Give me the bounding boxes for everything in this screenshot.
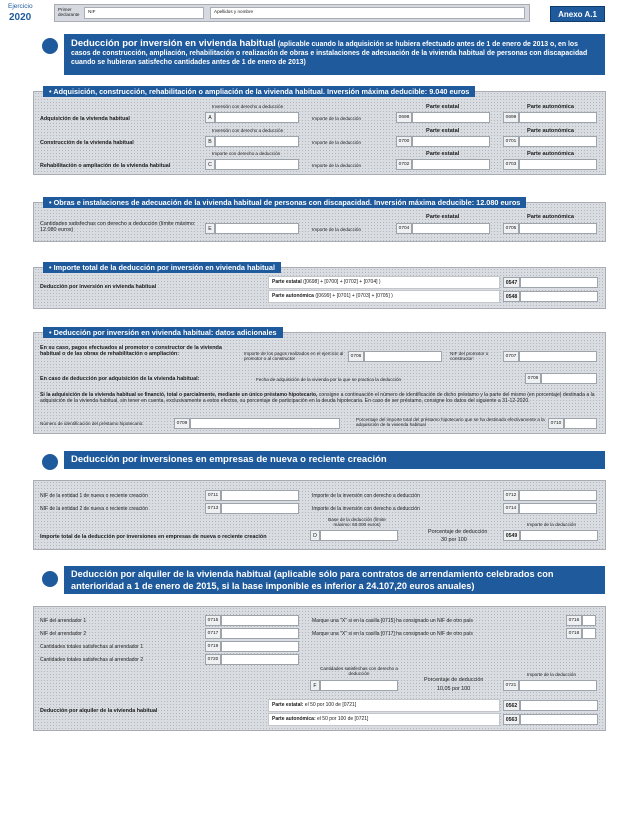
section-2-header <box>64 451 605 469</box>
code-0709: 0709 <box>174 418 190 429</box>
nif-arrendador-2-label: NIF del arrendador 2 <box>40 631 87 637</box>
inversion-1-label: Importe de la inversión con derecho a deducción <box>312 493 420 499</box>
inversion-b-input[interactable] <box>215 136 299 147</box>
input-0706[interactable] <box>364 351 442 362</box>
inversion-c-input[interactable] <box>215 159 299 170</box>
row-label: Construcción de la vivienda habitual <box>40 140 134 146</box>
code-0719: 0719 <box>205 641 221 652</box>
importe-label: Importe de la deducción <box>527 522 577 527</box>
checkbox-0716[interactable] <box>582 615 596 626</box>
autonomica-formula: ([0699] + [0701] + [0703] + [0705] ) <box>315 293 393 299</box>
code-0563: 0563 <box>503 714 520 725</box>
year: 2020 <box>9 12 32 23</box>
col-head: Importe con derecho a deducción <box>212 151 281 156</box>
code-0711: 0711 <box>205 490 221 501</box>
letter-f: F <box>310 680 320 691</box>
nif-entidad-1-label: NIF de la entidad 1 de nueva o reciente creación <box>40 493 148 499</box>
cantidades-e-input[interactable] <box>215 223 299 234</box>
bullet-icon: • <box>49 263 54 272</box>
panel-datos-adicionales-title <box>43 327 283 338</box>
input-0548[interactable] <box>520 291 598 302</box>
total-empresas-label: Importe total de la deducción por inversiones en empresas de nueva o reciente creación <box>40 534 267 540</box>
cantidades-f-input[interactable] <box>320 680 398 691</box>
prestamo-note <box>40 392 600 404</box>
input-0709[interactable] <box>190 418 340 429</box>
base-label: Base de la deducción (límite máximo: 60.000 euros) <box>328 517 386 528</box>
panel-adquisicion-title <box>43 86 475 97</box>
estatal-text <box>272 703 356 709</box>
col-head: Inversión con derecho a deducción <box>212 128 284 133</box>
row-label: Rehabilitación o ampliación de la vivienda habitual <box>40 163 171 169</box>
nif-promotor-label: NIF del promotor o constructor: <box>450 351 489 362</box>
code-0699: 0699 <box>503 112 519 123</box>
input-0715[interactable] <box>221 615 299 626</box>
code-0705: 0705 <box>503 223 519 234</box>
input-0700[interactable] <box>412 136 490 147</box>
cantidades-2-label: Cantidades totales satisfechas al arrendador 2 <box>40 657 144 663</box>
input-0712[interactable] <box>519 490 597 501</box>
code-0712: 0712 <box>503 490 519 501</box>
estatal-word: Parte estatal: <box>272 702 304 708</box>
importe-label: Importe de la deducción <box>312 163 362 168</box>
code-0547: 0547 <box>503 277 520 288</box>
porcentaje-label: Porcentaje de deducción <box>424 677 484 683</box>
bullet-icon: • <box>49 328 54 337</box>
nif-label: NIF <box>88 9 96 14</box>
estatal-head: Parte estatal <box>426 128 460 134</box>
code-0706: 0706 <box>348 351 364 362</box>
input-0708[interactable] <box>541 373 597 384</box>
estatal-head: Parte estatal <box>426 151 460 157</box>
autonomica-formula: el 50 por 100 de [0721] <box>317 716 369 722</box>
input-0703[interactable] <box>519 159 597 170</box>
letter-d: D <box>310 530 320 541</box>
code-0702: 0702 <box>396 159 412 170</box>
code-0707: 0707 <box>503 351 519 362</box>
code-0710: 0710 <box>548 418 564 429</box>
autonomica-head: Parte autonómica <box>527 104 574 110</box>
code-0714: 0714 <box>503 503 519 514</box>
cantidades-1-label: Cantidades totales satisfechas al arrendador 1 <box>40 644 144 650</box>
input-0713[interactable] <box>221 503 299 514</box>
panel-adquisicion-title-text: Adquisición, construcción, rehabilitación o ampliación de la vivienda habitual. Inversión máxima deducible: 9.040 euros <box>53 87 470 96</box>
checkbox-0718[interactable] <box>582 628 596 639</box>
bullet-icon: • <box>49 198 54 207</box>
input-0563[interactable] <box>520 714 598 725</box>
nif-entidad-2-label: NIF de la entidad 2 de nueva o reciente creación <box>40 506 148 512</box>
input-0699[interactable] <box>519 112 597 123</box>
autonomica-head: Parte autonómica <box>527 151 574 157</box>
input-0562[interactable] <box>520 700 598 711</box>
letter-c: C <box>205 159 215 170</box>
anexo-badge: Anexo A.1 <box>550 6 605 22</box>
apellidos-field[interactable] <box>210 7 525 19</box>
estatal-text <box>272 280 381 286</box>
estatal-word: Parte estatal <box>272 279 302 285</box>
porcentaje-label: Porcentaje de deducción <box>428 529 488 535</box>
input-0701[interactable] <box>519 136 597 147</box>
autonomica-word: Parte autonómica: <box>272 716 316 722</box>
input-0707[interactable] <box>519 351 597 362</box>
input-0702[interactable] <box>412 159 490 170</box>
input-0710[interactable] <box>564 418 597 429</box>
base-d-input[interactable] <box>320 530 398 541</box>
prestamo-note-bold: Si la adquisición de la vivienda habitual se financió, total o parcialmente, mediante un único préstamo hipotecario, <box>40 392 318 398</box>
code-0708: 0708 <box>525 373 541 384</box>
input-0721[interactable] <box>519 680 597 691</box>
importe-label: Importe de la deducción <box>527 672 577 677</box>
panel-discapacidad-title-text: Obras e instalaciones de adecuación de la vivienda habitual de personas con discapacidad. Inversión máxima deducible: 12.080 euros <box>53 198 521 207</box>
code-0713: 0713 <box>205 503 221 514</box>
input-0714[interactable] <box>519 503 597 514</box>
importe-label: Importe de la deducción <box>312 140 362 145</box>
bullet-icon: • <box>49 87 54 96</box>
inversion-2-label: Importe de la inversión con derecho a deducción <box>312 506 420 512</box>
num-prestamo-label: Número de identificación del préstamo hipotecario: <box>40 421 144 426</box>
code-0549: 0549 <box>503 530 520 541</box>
estatal-formula: ([0698] + [0700] + [0702] + [0704] ) <box>303 279 381 285</box>
input-0704[interactable] <box>412 223 490 234</box>
autonomica-text <box>272 717 368 723</box>
estatal-head: Parte estatal <box>426 104 460 110</box>
code-0720: 0720 <box>205 654 221 665</box>
section-3-title: Deducción por alquiler de la vivienda habitual (aplicable sólo para contratos de arrendamiento celebrados con anterioridad a 1 de enero de 2015, si la base imponible es inferior a 24.107,20 euros anuales) <box>71 569 554 591</box>
code-0721: 0721 <box>503 680 519 691</box>
section-1-bullet <box>42 38 58 54</box>
deduccion-label: Deducción por inversión en vivienda habitual <box>40 284 157 290</box>
section-2-title: Deducción por inversiones en empresas de nueva o reciente creación <box>71 454 387 465</box>
code-0703: 0703 <box>503 159 519 170</box>
input-0549[interactable] <box>520 530 598 541</box>
input-0717[interactable] <box>221 628 299 639</box>
letter-b: B <box>205 136 215 147</box>
marque-1-label: Marque una "X" si en la casilla [0715] ha consignado un NIF de otro país <box>312 618 473 624</box>
total-alquiler-label: Deducción por alquiler de la vivienda habitual <box>40 708 158 714</box>
ejercicio-label: Ejercicio <box>8 3 33 10</box>
code-0717: 0717 <box>205 628 221 639</box>
marque-2-label: Marque una "X" si en la casilla [0717] ha consignado un NIF de otro país <box>312 631 473 637</box>
panel-importe-total-title-text: Importe total de la deducción por inversión en vivienda habitual <box>53 263 275 272</box>
autonomica-head: Parte autonómica <box>527 128 574 134</box>
panel-discapacidad-title <box>43 197 526 208</box>
panel-importe-total-title <box>43 262 281 273</box>
input-0705[interactable] <box>519 223 597 234</box>
code-0715: 0715 <box>205 615 221 626</box>
importe-label: Importe de la deducción <box>312 116 362 121</box>
code-0701: 0701 <box>503 136 519 147</box>
importe-label: Importe de la deducción <box>312 227 362 232</box>
input-0719[interactable] <box>221 641 299 652</box>
row-label: Adquisición de la vivienda habitual <box>40 116 130 122</box>
code-0548: 0548 <box>503 291 520 302</box>
estatal-head: Parte estatal <box>426 214 460 220</box>
prestamo-note-text: consigne a continuación el número de identificación de dicho préstamo y la parte del mismo (en porcentaje) destinada a la adquisición de la vivienda habitual, sin tener en cuenta, exclusivamente a estos efectos, su porcentaje de participación en la deuda hipotecaria. En caso de ser préstamo, consigne los datos del siguiente a 31-12-2020. <box>40 392 595 405</box>
autonomica-text <box>272 294 393 300</box>
code-0716: 0716 <box>566 615 582 626</box>
input-0547[interactable] <box>520 277 598 288</box>
primer-declarante-label: Primer declarante <box>58 7 80 18</box>
input-0720[interactable] <box>221 654 299 665</box>
autonomica-word: Parte autonómica <box>272 293 314 299</box>
col-head: Inversión con derecho a deducción <box>212 104 284 109</box>
input-0711[interactable] <box>221 490 299 501</box>
fecha-label: Fecha de adquisición de la vivienda por la que se practica la deducción <box>256 377 402 382</box>
section-1-header <box>64 34 605 75</box>
porcentaje-value: 10,05 por 100 <box>437 686 471 692</box>
estatal-formula: el 50 por 100 de [0721] <box>304 702 357 708</box>
code-0698: 0698 <box>396 112 412 123</box>
section-2-bullet <box>42 454 58 470</box>
panel-datos-adicionales-title-text: Deducción por inversión en vivienda habitual: datos adicionales <box>53 328 277 337</box>
nif-field[interactable] <box>84 7 204 19</box>
letter-a: A <box>205 112 215 123</box>
nif-arrendador-1-label: NIF del arrendador 1 <box>40 618 87 624</box>
apellidos-label: Apellidos y nombre <box>214 9 254 14</box>
inversion-a-input[interactable] <box>215 112 299 123</box>
code-0718: 0718 <box>566 628 582 639</box>
cantidades-label: Cantidades satisfechas con derecho a deducción (límite máximo: 12.080 euros) <box>40 221 196 234</box>
section-3-bullet <box>42 571 58 587</box>
cantidades-satisfechas-label: Cantidades satisfechas con derecho a deducción <box>320 666 398 677</box>
section-1-title: Deducción por inversión en vivienda habitual <box>71 38 276 49</box>
section-3-header <box>64 566 605 594</box>
code-0704: 0704 <box>396 223 412 234</box>
code-0700: 0700 <box>396 136 412 147</box>
porcentaje-value: 30 por 100 <box>441 537 467 543</box>
pagos-importe-label: Importe de los pagos realizados en el ejercicio al promotor o al constructor <box>244 351 344 362</box>
adquisicion-label: En caso de deducción por adquisición de la vivienda habitual: <box>40 376 200 382</box>
pagos-label: En su caso, pagos efectuados al promotor o constructor de la vivienda habitual o de las obras de rehabilitación o ampliación: <box>40 345 222 358</box>
porcentaje-prestamo-label: Porcentaje del importe total del préstamo hipotecario que se ha destinado efectivamente a la adquisición de la vivienda habitual <box>356 417 545 428</box>
input-0698[interactable] <box>412 112 490 123</box>
section-1-note: (aplicable cuando la adquisición se hubiera efectuado antes de 1 de enero de 2013 o, en los casos de construcción, ampliación, rehabilitación o realización de obras e instalaciones de adecuación de la vivienda habitual de personas con discapacidad cuando se hubieran satisfecho cantidades antes de 1 de enero de 2013) <box>71 41 588 66</box>
autonomica-head: Parte autonómica <box>527 214 574 220</box>
letter-e: E <box>205 223 215 234</box>
code-0562: 0562 <box>503 700 520 711</box>
